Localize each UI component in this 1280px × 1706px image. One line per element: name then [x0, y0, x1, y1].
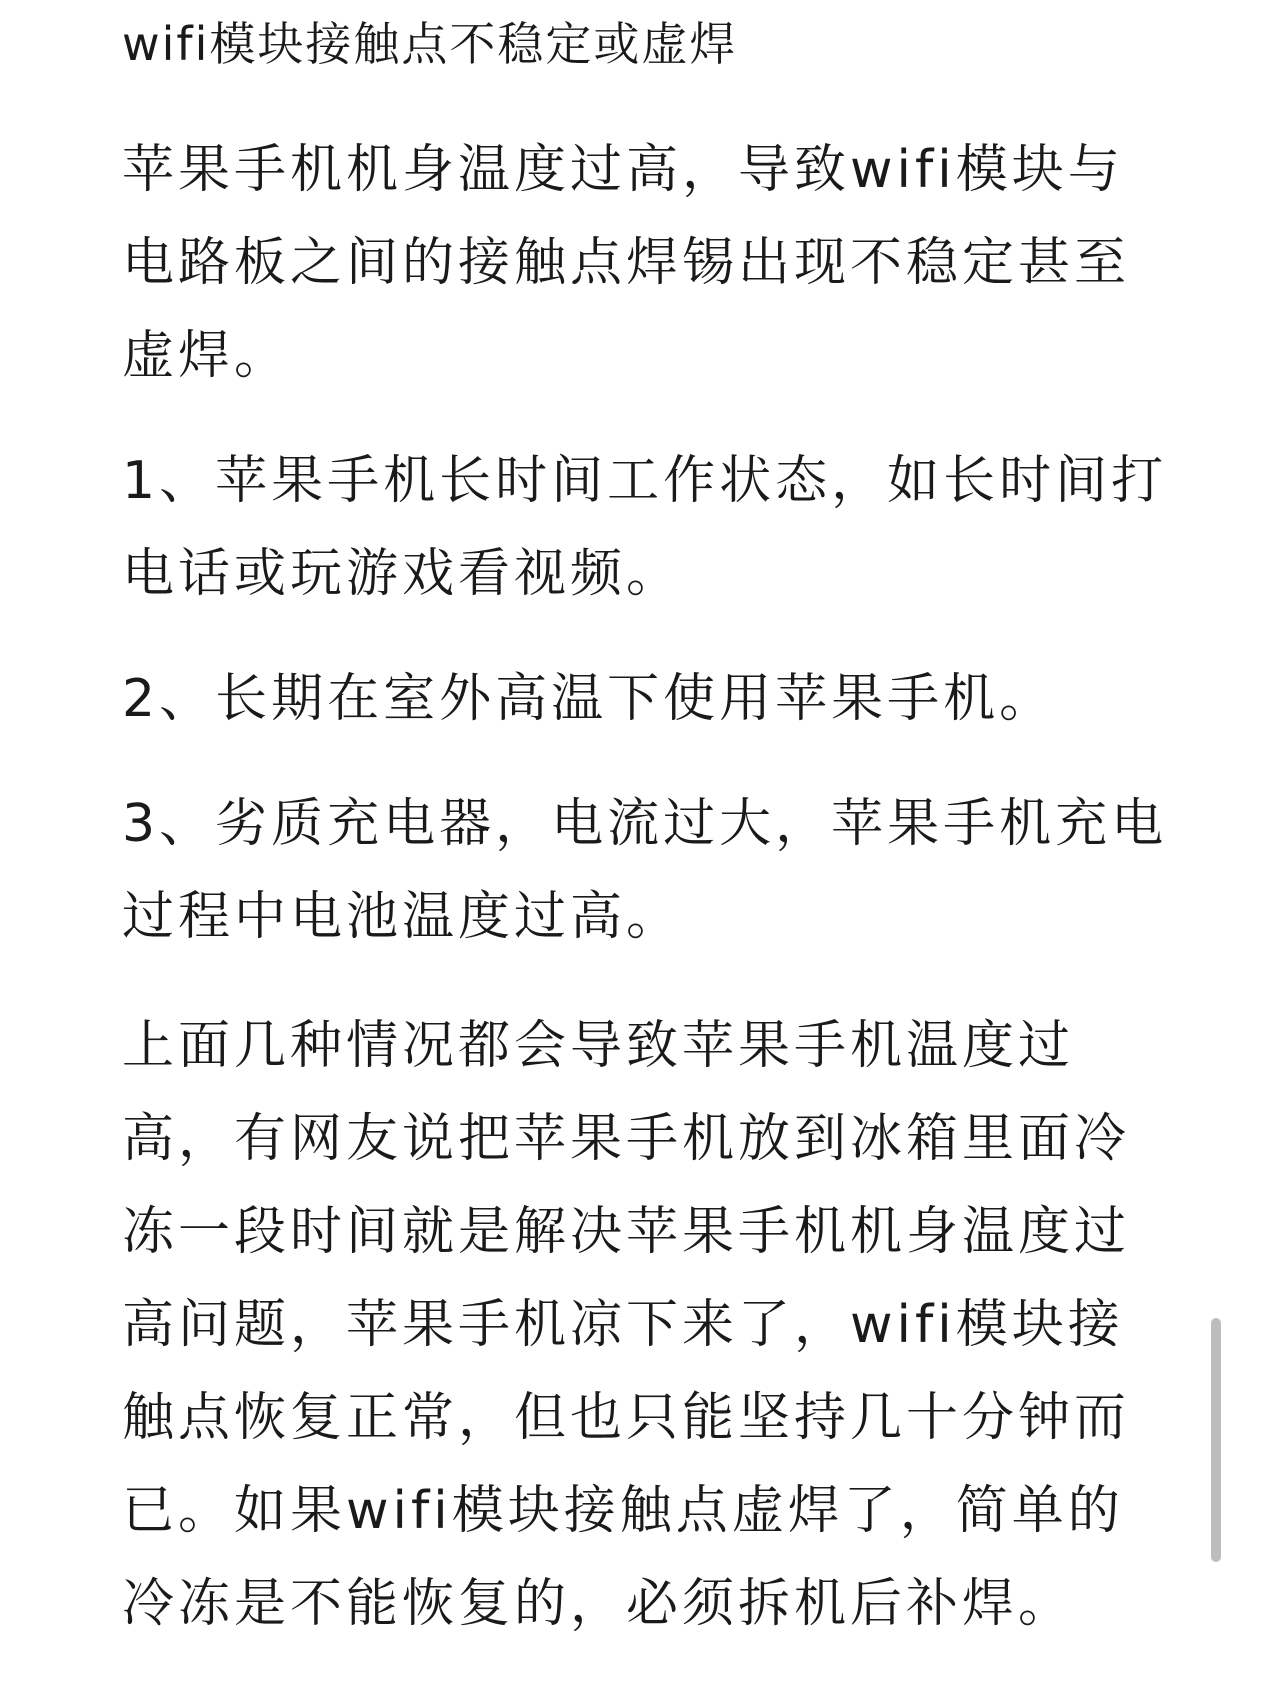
- paragraph-conclusion: 上面几种情况都会导致苹果手机温度过高，有网友说把苹果手机放到冰箱里面冷冻一段时间就是解决苹果手机机身温度过高问题，苹果手机凉下来了，wifi模块接触点恢复正常，但也只能坚持几十分钟而已。如果wifi模块接触点虚焊了，简单的冷冻是不能恢复的，必须拆机后补焊。: [122, 1016, 1131, 1634]
- paragraph-cause: 苹果手机机身温度过高，导致wifi模块与电路板之间的接触点焊锡出现不稳定甚至虚焊。: [122, 140, 1131, 386]
- article-body: [122, 0, 1177, 1651]
- scrollbar-thumb[interactable]: [1211, 1318, 1221, 1562]
- paragraph-item-1: 1、苹果手机长时间工作状态，如长时间打电话或玩游戏看视频。: [122, 451, 1168, 604]
- paragraph-item-2: 2、长期在室外高温下使用苹果手机。: [122, 669, 1056, 729]
- paragraph-item-3: 3、劣质充电器，电流过大，苹果手机充电过程中电池温度过高。: [122, 794, 1168, 947]
- section-heading: wifi模块接触点不稳定或虚焊: [122, 17, 738, 71]
